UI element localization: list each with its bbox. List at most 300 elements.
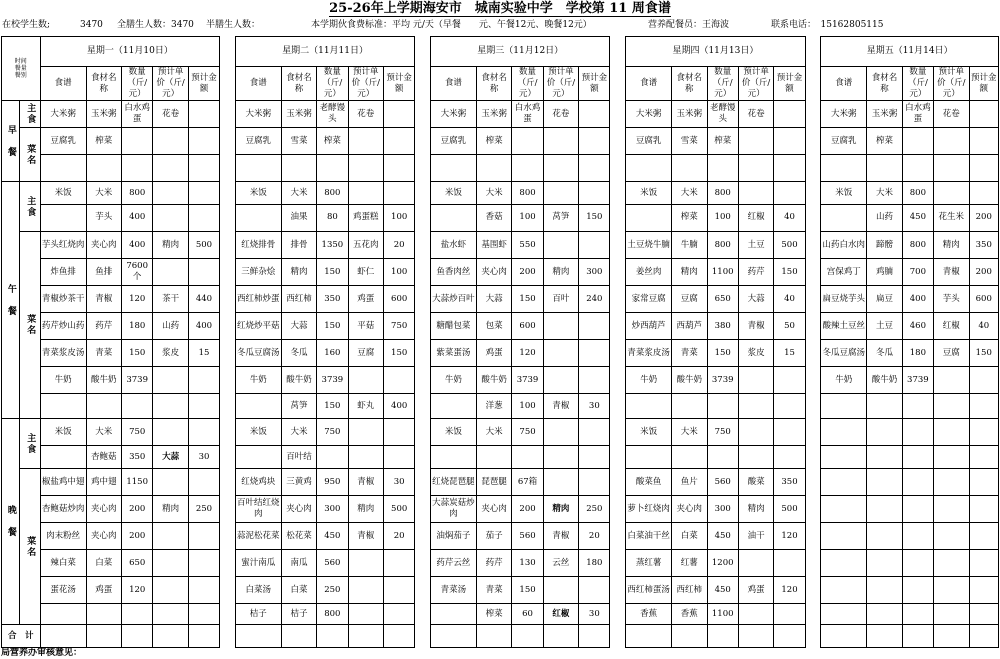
menu-cell: 650 [707, 286, 738, 313]
day-separator [415, 340, 431, 367]
menu-cell: 西红柿炒蛋 [235, 286, 281, 313]
table-row [2, 496, 999, 523]
menu-cell: 大米 [672, 182, 707, 205]
menu-cell: 肉末粉丝 [40, 523, 86, 550]
menu-cell [476, 155, 511, 182]
column-header: 预计单价（斤/元） [153, 67, 188, 101]
column-header: 食材名称 [672, 67, 707, 101]
menu-cell: 100 [384, 259, 415, 286]
day-separator [220, 232, 236, 259]
menu-cell [384, 604, 415, 625]
menu-cell: 酸菜鱼 [626, 469, 672, 496]
menu-cell: 山药白水肉 [821, 232, 867, 259]
menu-cell: 180 [902, 340, 933, 367]
column-header: 数量（斤/元） [317, 67, 348, 101]
menu-cell: 大米 [867, 182, 902, 205]
day-separator [415, 101, 431, 128]
menu-cell [348, 604, 383, 625]
menu-cell: 土豆 [867, 313, 902, 340]
menu-cell [579, 469, 610, 496]
menu-cell: 150 [122, 340, 153, 367]
menu-cell: 450 [707, 577, 738, 604]
total-cell [867, 625, 902, 648]
menu-cell [543, 128, 578, 155]
total-cell [707, 625, 738, 648]
menu-cell: 药芹 [86, 313, 121, 340]
menu-cell: 芋头红烧肉 [40, 232, 86, 259]
menu-cell: 380 [707, 313, 738, 340]
menu-cell: 100 [707, 204, 738, 231]
menu-cell [430, 204, 476, 231]
menu-cell: 大蒜 [153, 446, 188, 469]
day-separator [805, 286, 821, 313]
menu-cell: 大蒜炒百叶 [430, 286, 476, 313]
menu-cell [512, 446, 543, 469]
menu-cell [122, 155, 153, 182]
day-separator [220, 604, 236, 625]
menu-cell [969, 419, 998, 446]
menu-cell: 米饭 [430, 419, 476, 446]
menu-cell: 鱼片 [672, 469, 707, 496]
menu-cell [543, 155, 578, 182]
menu-cell: 蒜泥松花菜 [235, 523, 281, 550]
menu-cell: 600 [512, 313, 543, 340]
dietitian: 营养配餐员：王海波 [648, 20, 730, 30]
menu-cell [384, 182, 415, 205]
menu-cell: 白菜 [672, 523, 707, 550]
menu-cell: 3739 [317, 367, 348, 394]
menu-cell [235, 394, 281, 419]
menu-cell: 鸡腩 [867, 259, 902, 286]
menu-cell [281, 155, 316, 182]
menu-cell [902, 446, 933, 469]
menu-cell [969, 496, 998, 523]
menu-cell [934, 419, 969, 446]
menu-cell: 大米 [86, 419, 121, 446]
menu-cell: 酸牛奶 [86, 367, 121, 394]
menu-cell [579, 182, 610, 205]
menu-cell: 老酵馒头 [317, 101, 348, 128]
menu-cell: 大米 [281, 182, 316, 205]
menu-cell: 100 [512, 204, 543, 231]
menu-cell: 460 [902, 313, 933, 340]
menu-cell: 南瓜 [281, 550, 316, 577]
menu-cell: 山药 [867, 204, 902, 231]
menu-cell: 酸牛奶 [867, 367, 902, 394]
menu-cell [384, 550, 415, 577]
day-separator [415, 182, 431, 205]
menu-cell: 3739 [512, 367, 543, 394]
total-cell [153, 625, 188, 648]
menu-cell: 排骨 [281, 232, 316, 259]
menu-cell: 精肉 [348, 496, 383, 523]
menu-cell [902, 394, 933, 419]
menu-cell [512, 155, 543, 182]
menu-cell: 玉米粥 [281, 101, 316, 128]
corner-label: 时间 [14, 58, 27, 65]
menu-cell: 800 [512, 182, 543, 205]
day-separator [415, 37, 431, 101]
menu-cell [821, 419, 867, 446]
column-header: 食材名称 [86, 67, 121, 101]
day-separator [415, 286, 431, 313]
menu-cell [188, 419, 219, 446]
menu-cell: 蛋花汤 [40, 577, 86, 604]
menu-cell: 椒盐鸡中翅 [40, 469, 86, 496]
menu-cell [153, 394, 188, 419]
menu-cell [188, 550, 219, 577]
menu-cell: 30 [384, 469, 415, 496]
menu-cell: 桔子 [235, 604, 281, 625]
menu-cell [902, 604, 933, 625]
day-separator [610, 313, 626, 340]
menu-cell: 蹄髈 [867, 232, 902, 259]
menu-cell [512, 128, 543, 155]
menu-cell: 油焖茄子 [430, 523, 476, 550]
menu-cell: 青菜浆皮汤 [626, 340, 672, 367]
total-cell [430, 625, 476, 648]
dish-label: 菜名 [19, 128, 40, 182]
day-separator [415, 367, 431, 394]
menu-cell: 160 [317, 340, 348, 367]
day-separator [415, 577, 431, 604]
menu-cell [867, 394, 902, 419]
menu-cell [969, 523, 998, 550]
table-row [2, 340, 999, 367]
menu-cell: 300 [317, 496, 348, 523]
column-header: 预计金额 [774, 67, 805, 101]
menu-cell: 150 [317, 313, 348, 340]
menu-cell: 鸡蛋糕 [348, 204, 383, 231]
total-cell [969, 625, 998, 648]
menu-cell: 酸牛奶 [672, 367, 707, 394]
day-separator [220, 523, 236, 550]
day-separator [220, 155, 236, 182]
menu-cell [626, 155, 672, 182]
menu-cell: 3739 [707, 367, 738, 394]
menu-cell [40, 604, 86, 625]
column-header: 食谱 [821, 67, 867, 101]
menu-cell: 家常豆腐 [626, 286, 672, 313]
day-separator [805, 625, 821, 648]
corner-label: 餐别 [14, 72, 27, 79]
menu-cell: 250 [579, 496, 610, 523]
menu-cell: 药芹 [476, 550, 511, 577]
menu-cell: 100 [384, 204, 415, 231]
menu-cell: 榨菜 [476, 128, 511, 155]
menu-cell: 450 [902, 204, 933, 231]
menu-cell [821, 604, 867, 625]
menu-cell: 豆腐乳 [40, 128, 86, 155]
day-separator [805, 259, 821, 286]
menu-cell [934, 446, 969, 469]
menu-cell: 950 [317, 469, 348, 496]
menu-cell [188, 182, 219, 205]
menu-cell: 800 [902, 232, 933, 259]
total-cell [235, 625, 281, 648]
menu-cell: 450 [707, 523, 738, 550]
menu-cell: 基围虾 [476, 232, 511, 259]
menu-cell [867, 155, 902, 182]
menu-cell: 440 [188, 286, 219, 313]
menu-cell: 精肉 [738, 496, 773, 523]
staple-label: 主食 [19, 101, 40, 128]
day-separator [415, 419, 431, 446]
menu-cell: 大米 [281, 419, 316, 446]
total-cell [543, 625, 578, 648]
menu-cell [384, 577, 415, 604]
menu-cell [153, 604, 188, 625]
menu-cell [40, 204, 86, 231]
menu-cell [934, 496, 969, 523]
day-separator [415, 625, 431, 648]
menu-cell [934, 550, 969, 577]
menu-cell: 花卷 [153, 101, 188, 128]
menu-cell: 120 [774, 577, 805, 604]
menu-cell: 紫菜蛋汤 [430, 340, 476, 367]
menu-cell [821, 394, 867, 419]
menu-cell [969, 367, 998, 394]
menu-cell: 560 [707, 469, 738, 496]
menu-cell: 400 [902, 286, 933, 313]
day-separator [805, 128, 821, 155]
menu-cell: 1200 [707, 550, 738, 577]
total-cell [821, 625, 867, 648]
day-separator [220, 394, 236, 419]
menu-cell: 30 [579, 394, 610, 419]
menu-cell [235, 204, 281, 231]
menu-cell [543, 367, 578, 394]
menu-cell [476, 446, 511, 469]
day-separator [805, 155, 821, 182]
menu-cell: 1100 [707, 259, 738, 286]
menu-cell [934, 155, 969, 182]
menu-cell [543, 340, 578, 367]
total-cell [738, 625, 773, 648]
menu-cell: 榨菜 [86, 128, 121, 155]
menu-cell: 800 [902, 182, 933, 205]
menu-cell: 30 [579, 604, 610, 625]
menu-cell: 1350 [317, 232, 348, 259]
menu-cell: 150 [512, 286, 543, 313]
day-separator [805, 313, 821, 340]
menu-cell [384, 446, 415, 469]
menu-cell [153, 550, 188, 577]
menu-cell: 67箱 [512, 469, 543, 496]
menu-cell: 白菜 [281, 577, 316, 604]
menu-cell: 牛奶 [821, 367, 867, 394]
menu-cell [867, 577, 902, 604]
menu-cell [153, 367, 188, 394]
menu-cell [430, 394, 476, 419]
menu-cell: 宫保鸡丁 [821, 259, 867, 286]
column-header: 预计单价（斤/元） [738, 67, 773, 101]
day-separator [415, 446, 431, 469]
menu-cell: 白水鸡蛋 [512, 101, 543, 128]
menu-cell: 40 [969, 313, 998, 340]
menu-cell [902, 577, 933, 604]
menu-cell: 750 [122, 419, 153, 446]
menu-cell [626, 446, 672, 469]
info-bar [0, 17, 1000, 34]
menu-cell [153, 128, 188, 155]
day-separator [415, 604, 431, 625]
menu-cell [821, 496, 867, 523]
menu-cell: 青椒 [934, 259, 969, 286]
menu-cell [122, 128, 153, 155]
day-separator [805, 367, 821, 394]
menu-cell [348, 182, 383, 205]
menu-cell [235, 155, 281, 182]
menu-cell: 800 [317, 604, 348, 625]
total-cell [40, 625, 86, 648]
menu-cell [153, 469, 188, 496]
menu-cell [188, 523, 219, 550]
day-separator [610, 394, 626, 419]
menu-cell: 800 [707, 182, 738, 205]
menu-cell: 豆腐乳 [626, 128, 672, 155]
menu-cell: 500 [188, 232, 219, 259]
day-separator [805, 419, 821, 446]
menu-cell [902, 469, 933, 496]
menu-cell: 扁豆烧芋头 [821, 286, 867, 313]
menu-cell [821, 523, 867, 550]
menu-cell: 药芹 [738, 259, 773, 286]
day-separator [610, 259, 626, 286]
menu-cell: 玉米粥 [867, 101, 902, 128]
menu-cell: 鱼排 [86, 259, 121, 286]
day-separator [220, 446, 236, 469]
menu-cell [153, 577, 188, 604]
menu-cell: 600 [969, 286, 998, 313]
students-label: 在校学生数; [2, 20, 51, 30]
day-separator [220, 128, 236, 155]
menu-cell: 百叶 [543, 286, 578, 313]
column-header: 食材名称 [476, 67, 511, 101]
menu-cell: 米饭 [626, 419, 672, 446]
menu-cell [774, 604, 805, 625]
day-separator [220, 577, 236, 604]
day-separator [805, 101, 821, 128]
menu-cell: 百叶结红烧肉 [235, 496, 281, 523]
menu-cell: 香菇 [476, 204, 511, 231]
menu-cell [969, 182, 998, 205]
column-header: 食材名称 [867, 67, 902, 101]
menu-cell: 560 [512, 523, 543, 550]
menu-cell: 琵琶腿 [476, 469, 511, 496]
day-separator [805, 446, 821, 469]
total-cell [626, 625, 672, 648]
menu-cell: 大米粥 [235, 101, 281, 128]
staple-label: 主食 [19, 182, 40, 232]
day-separator [610, 523, 626, 550]
table-row [2, 604, 999, 625]
menu-cell: 400 [188, 313, 219, 340]
menu-cell: 600 [384, 286, 415, 313]
meal-label: 早 餐 [2, 101, 20, 182]
menu-cell: 400 [122, 232, 153, 259]
menu-cell [867, 469, 902, 496]
menu-cell [543, 182, 578, 205]
menu-cell: 精肉 [672, 259, 707, 286]
menu-cell: 750 [317, 419, 348, 446]
menu-cell: 花卷 [348, 101, 383, 128]
menu-cell [867, 496, 902, 523]
menu-cell: 150 [969, 340, 998, 367]
total-cell [902, 625, 933, 648]
column-header: 食谱 [235, 67, 281, 101]
total-cell [281, 625, 316, 648]
menu-cell: 15 [188, 340, 219, 367]
menu-cell: 大米粥 [626, 101, 672, 128]
menu-cell [122, 604, 153, 625]
menu-cell: 玉米粥 [672, 101, 707, 128]
day-separator [415, 394, 431, 419]
day-separator [610, 204, 626, 231]
menu-cell: 7600个 [122, 259, 153, 286]
column-header: 数量（斤/元） [512, 67, 543, 101]
menu-cell [867, 446, 902, 469]
menu-cell: 夹心肉 [476, 496, 511, 523]
menu-cell: 白水鸡蛋 [122, 101, 153, 128]
menu-cell: 酸牛奶 [476, 367, 511, 394]
menu-cell: 250 [317, 577, 348, 604]
menu-cell [867, 550, 902, 577]
menu-cell: 茄子 [476, 523, 511, 550]
column-header: 预计金额 [579, 67, 610, 101]
menu-cell: 花卷 [738, 101, 773, 128]
menu-table [1, 36, 999, 648]
menu-cell: 20 [384, 523, 415, 550]
meal-label: 午 餐 [2, 182, 20, 419]
day-separator [415, 469, 431, 496]
menu-cell: 浆皮 [153, 340, 188, 367]
day-separator [415, 259, 431, 286]
menu-cell: 红烧炒平菇 [235, 313, 281, 340]
menu-cell [579, 101, 610, 128]
menu-cell: 120 [122, 286, 153, 313]
table-row [2, 232, 999, 259]
table-row [2, 446, 999, 469]
page-title: 25-26年上学期海安市 城南实验中学 学校第 11 周食谱 [329, 1, 671, 16]
menu-cell: 500 [774, 496, 805, 523]
menu-cell: 130 [512, 550, 543, 577]
menu-cell: 米饭 [235, 419, 281, 446]
menu-cell: 榨菜 [867, 128, 902, 155]
menu-cell [348, 577, 383, 604]
menu-cell [774, 182, 805, 205]
menu-cell [40, 394, 86, 419]
menu-cell: 杏鲍菇 [86, 446, 121, 469]
corner-header [2, 37, 41, 101]
menu-cell: 800 [122, 182, 153, 205]
menu-cell [672, 446, 707, 469]
menu-cell: 大米粥 [430, 101, 476, 128]
day-separator [415, 128, 431, 155]
menu-cell: 米饭 [430, 182, 476, 205]
table-row [2, 128, 999, 155]
table-row [2, 204, 999, 231]
menu-cell [317, 155, 348, 182]
menu-cell: 夹心肉 [281, 496, 316, 523]
menu-cell [579, 367, 610, 394]
menu-cell: 花卷 [934, 101, 969, 128]
menu-cell [774, 128, 805, 155]
day-separator [220, 182, 236, 205]
menu-cell: 20 [579, 523, 610, 550]
menu-cell: 扁豆 [867, 286, 902, 313]
menu-cell [867, 604, 902, 625]
